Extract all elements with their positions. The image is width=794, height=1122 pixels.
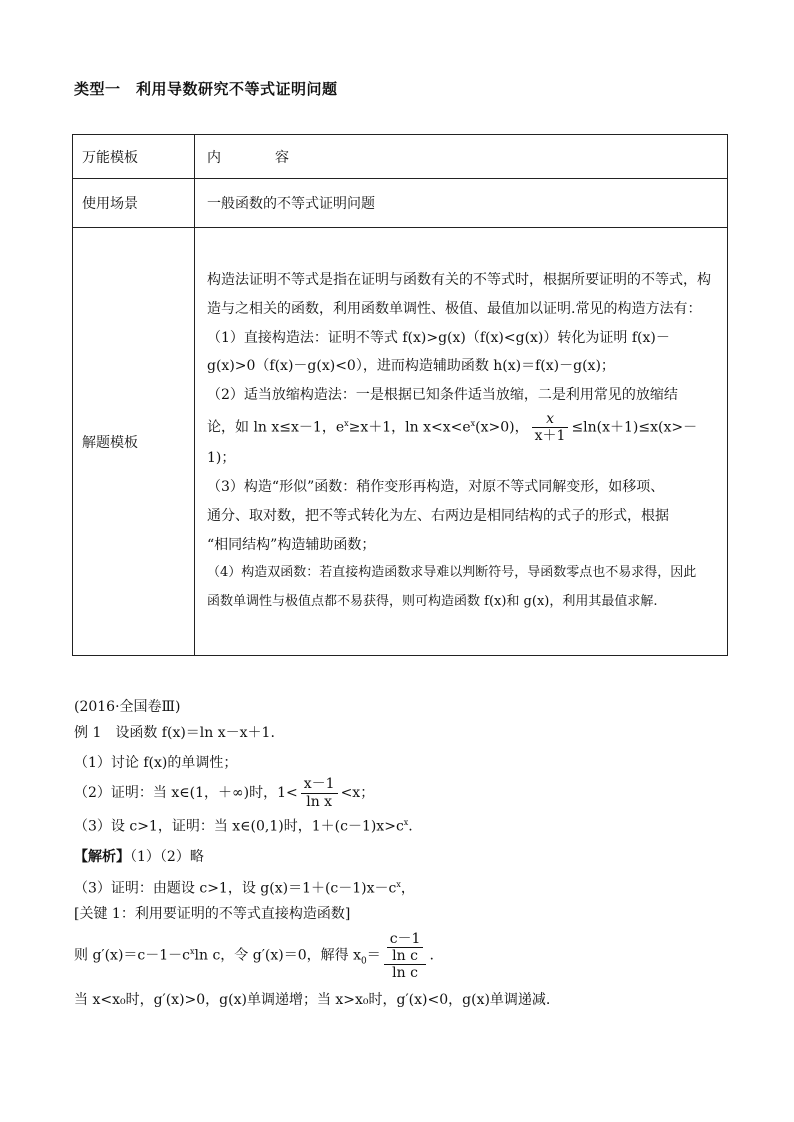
method-3-line-1: （3）构造“形似”函数：稍作变形再构造，对原不等式同解变形，如移项、 <box>207 479 665 496</box>
usage-scene-content: 一般函数的不等式证明问题 <box>195 179 728 228</box>
intro-text: 构造法证明不等式是指在证明与函数有关的不等式时，根据所要证明的不等式，构造与之相关的函数，利用函数单调性、极值、最值加以证明.常见的构造方法有： <box>207 271 711 317</box>
template-table <box>72 134 728 656</box>
usage-scene-label: 使用场景 <box>73 179 195 228</box>
question-2: （2）证明：当 x∈(1，＋∞)时，1< $\frac{x-1}{\text{ln x}}$ <x； <box>74 776 375 810</box>
method-3-line-3: “相同结构”构造辅助函数； <box>207 536 376 553</box>
monotonicity-line: 当 x<x₀时，g′(x)>0，g(x)单调递增；当 x>x₀时，g′(x)<0，g(x)单调递减. <box>74 991 551 1008</box>
inner-fraction: $\frac{c-1}{\text{ln c}}$ <box>387 931 424 964</box>
example-source: (2016·全国卷Ⅲ) <box>74 699 181 715</box>
method-1-line-2: g(x)>0（f(x)－g(x)<0），进而构造辅助函数 h(x)＝f(x)－g(x)； <box>207 358 615 375</box>
fraction-x0-value: $\frac{\frac{c-1}{\text{ln c}}}{\text{ln c}}$ <box>384 931 427 981</box>
table-header-content <box>195 135 728 179</box>
example-title: 例 1 设函数 f(x)＝ln x－x＋1. <box>74 725 275 741</box>
header-content-char-2: 容 <box>275 149 289 166</box>
table-row <box>73 135 728 179</box>
table-row <box>73 179 728 228</box>
fraction-x-minus-1-over-ln-x: $\frac{x-1}{\text{ln x}}$ <box>301 776 338 809</box>
table-header-label: 万能模板 <box>73 135 195 179</box>
method-1-line-1: （1）直接构造法：证明不等式 f(x)>g(x)（f(x)<g(x)）转化为证明 f(x)－ <box>207 329 670 346</box>
table-row <box>73 228 728 656</box>
solution-header: 【解析】（1）（2）略 <box>74 848 204 865</box>
question-1: （1）讨论 f(x)的单调性； <box>74 755 238 771</box>
section-heading: 类型一 利用导数研究不等式证明问题 <box>74 80 338 98</box>
method-2-line-2: 论，如 ln x≤x－1，$e^x\ge x+1$，$\ln x<x<e^x(x>0)$， $\frac{x}{x+1}$ ≤ln(x＋1)≤x(x>－ <box>207 411 698 445</box>
question-3: （3）设 c>1，证明：当 x∈(0,1)时，$1+(c-1)x>c^x$. <box>74 818 413 835</box>
method-3-line-2: 通分、取对数，把不等式转化为左、右两边是相同结构的式子的形式，根据 <box>207 507 669 524</box>
method-2-line-3: 1)； <box>207 450 236 467</box>
derivative-line: 则 $g'(x)=c-1-c^x\ln$ c，令 g′(x)＝0，解得 $x_0=$ $\frac{\frac{c-1}{\text{ln c}}}{\text{ln c}}$ . <box>74 930 434 982</box>
fraction-x-over-x-plus-1: $\frac{x}{x+1}$ <box>532 411 569 444</box>
solution-step-3: （3）证明：由题设 c>1，设 $g(x)=1+(c-1)x-c^x$， <box>74 879 415 897</box>
method-4-line-1: （4）构造双函数：若直接构造函数求导难以判断符号，导函数零点也不易求得，因此 <box>207 565 697 581</box>
solution-template-content <box>195 228 728 656</box>
method-2-line-1: （2）适当放缩构造法：一是根据已知条件适当放缩，二是利用常见的放缩结 <box>207 387 678 404</box>
example-section <box>74 694 734 1013</box>
key-hint-1: [关键 1：利用要证明的不等式直接构造函数] <box>74 906 351 923</box>
header-content-char-1: 内 <box>207 149 221 166</box>
method-4-line-2: 函数单调性与极值点都不易获得，则可构造函数 f(x)和 g(x)，利用其最值求解. <box>207 594 658 610</box>
solution-template-label: 解题模板 <box>73 228 195 656</box>
